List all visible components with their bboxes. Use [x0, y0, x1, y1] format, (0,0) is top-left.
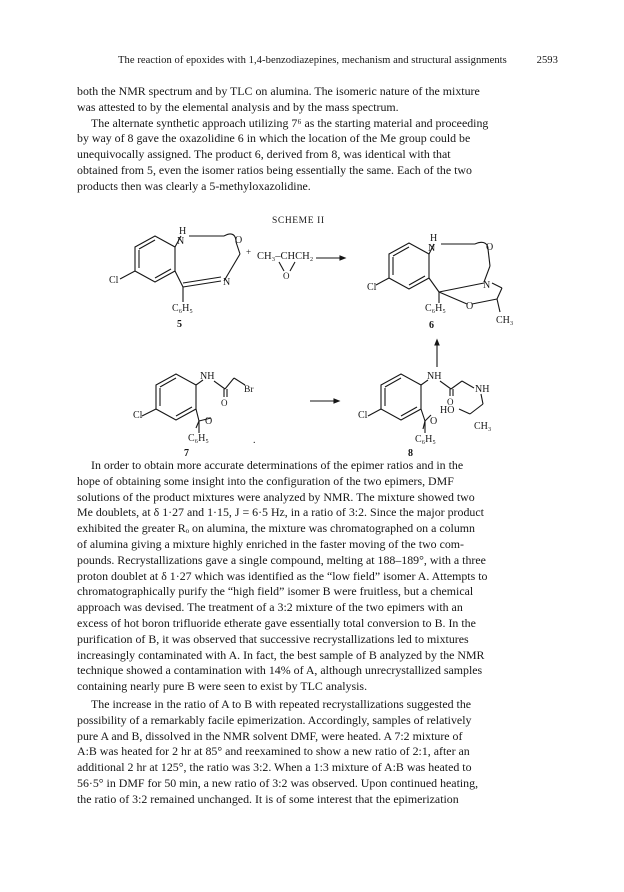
text-line: technique showed a contamination with 14% of A, although unrecrystallized samples: [77, 663, 483, 678]
arrow-head-1: [340, 256, 345, 260]
text-line: pounds. Recrystallizations gave a single compound, melting at 188–189°, with a three: [77, 552, 486, 567]
text-line: additional 2 hr at 125°, the ratio was 3:2. When a 1:3 mixture of A:B was heated to: [77, 760, 472, 775]
text-line: Me doublets, at δ 1·27 and 1·15, J = 6·5 Hz, in a ratio of 3:2. Since the major product: [77, 505, 484, 520]
text-line: pure A and B, dissolved in the NMR solvent DMF, were heated. A 7:2 mixture of: [77, 728, 463, 743]
page-number: 2593: [536, 55, 558, 66]
text-line: increasingly contaminated with A. In fact, the best sample of B analyzed by the NMR: [77, 647, 485, 662]
text-line: obtained from 5, even the isomer ratios being essentially the same. Each of the two: [77, 162, 472, 177]
text-line: hope of obtaining some insight into the configuration of the two epimers, DMF: [77, 473, 454, 488]
text-line: possibility of a remarkably facile epimerization. Accordingly, samples of relatively: [77, 712, 472, 727]
compound-8-structure: [368, 374, 483, 433]
ph-label-8: C₆H₅: [415, 434, 436, 445]
cl-label-8: Cl: [358, 410, 368, 421]
text-line: The alternate synthetic approach utilizing 7⁶ as the starting material and proceeding: [91, 115, 489, 130]
text-line: purification of B, it was observed that successive recrystallizations led to mixtures: [77, 631, 469, 646]
n-label-6: N: [428, 243, 436, 254]
o-label-6: O: [486, 242, 494, 253]
n-label-5: N: [177, 236, 185, 247]
text-line: proton doublet at δ 1·27 which was identified as the “low field” isomer A. Attempts to: [77, 568, 488, 583]
compound-6-structure: [376, 242, 502, 312]
ph-label-5: C₆H₅: [172, 303, 193, 314]
epoxide-ring: [279, 262, 295, 271]
compound-number-6: 6: [429, 320, 434, 331]
paragraph-3: [77, 458, 549, 695]
text-line: approach was devised. The treatment of a 3:2 mixture of the two epimers with an: [77, 600, 463, 615]
epoxide-reagent: CH₃–CHCH₂: [257, 251, 314, 262]
cl-label-5: Cl: [109, 275, 119, 286]
text-line: In order to obtain more accurate determinations of the epimer ratios and in the: [91, 458, 464, 472]
paragraph-4: [77, 697, 549, 808]
ketone-o-label-8: O: [430, 416, 438, 427]
amine-nh-label-8: NH: [475, 384, 490, 395]
text-line: of alumina giving a mixture highly enriched in the faster moving of the two com-: [77, 536, 465, 551]
compound-number-8: 8: [408, 448, 413, 459]
amide-o-label-8: O: [447, 397, 454, 407]
text-line: products then was clearly a 5-methyloxazolidine.: [77, 178, 311, 193]
compound-number-7: 7: [184, 448, 189, 459]
text-line: exhibited the greater Rₒ on alumina, the mixture was chromatographed on a column: [77, 521, 476, 536]
text-line: 56·5° in DMF for 50 min, a new ratio of 3:2 was observed. Upon continued heating,: [77, 775, 479, 790]
br-label: Br: [244, 385, 254, 395]
cl-label-7: Cl: [133, 410, 143, 421]
compound-7-structure: [142, 374, 245, 433]
n4-label-5: N: [223, 277, 231, 288]
text-line: was attested to by the elemental analysis and by the mass spectrum.: [77, 99, 399, 114]
cl-label-6: Cl: [367, 282, 377, 293]
compound-number-5: 5: [177, 319, 182, 330]
arrow-head-2: [334, 399, 339, 403]
ph-label-6: C₆H₅: [425, 303, 446, 314]
ho-label-8: HO: [440, 405, 455, 416]
text-line: A:B was heated for 2 hr at 85° and reexamined to show a new ratio of 2:1, after an: [77, 744, 470, 759]
text-line: containing nearly pure B were seen to exist by TLC analysis.: [77, 679, 368, 694]
ch3-label-6: CH₃: [496, 315, 514, 326]
ketone-o-label-7: O: [205, 416, 213, 427]
nh-label-8: NH: [427, 371, 442, 382]
running-title: The reaction of epoxides with 1,4-benzodiazepines, mechanism and structural assignments: [118, 55, 507, 66]
text-line: The increase in the ratio of A to B with repeated recrystallizations suggested the: [91, 697, 472, 711]
text-line: unequivocally assigned. The product 6, derived from 8, was identical with that: [77, 147, 451, 162]
nh-label-7: NH: [200, 371, 215, 382]
o-label-5: O: [235, 235, 243, 246]
text-line: excess of hot boron trifluoride etherate gave essentially total conversion to B. In the: [77, 615, 476, 630]
svg-text:.: .: [253, 435, 256, 446]
text-line: by way of 8 gave the oxazolidine 6 in which the location of the Me group could be: [77, 131, 471, 146]
ch3-label-8: CH₃: [474, 421, 492, 432]
arrow-head-3: [435, 340, 439, 345]
oxazolidine-o-label: O: [466, 301, 474, 312]
text-line: solutions of the product mixtures were analyzed by NMR. The mixture showed two: [77, 489, 475, 504]
n4-label-6: N: [483, 280, 491, 291]
plus-sign: +: [246, 247, 252, 257]
nh-label-6: H: [430, 233, 438, 244]
scheme-title: SCHEME II: [272, 216, 325, 226]
epoxide-oxygen: O: [283, 271, 290, 281]
text-line: chromatographically purify the “high field” isomer B were fruitless, but a chemical: [77, 584, 474, 599]
text-line: the ratio of 3:2 remained unchanged. It is of some interest that the epimerization: [77, 791, 459, 806]
ph-label-7: C₆H₅: [188, 433, 209, 444]
nh-label-5: H: [179, 226, 187, 237]
text-line: both the NMR spectrum and by TLC on alumina. The isomeric nature of the mixture: [77, 84, 480, 98]
amide-o-label-7: O: [221, 398, 228, 408]
